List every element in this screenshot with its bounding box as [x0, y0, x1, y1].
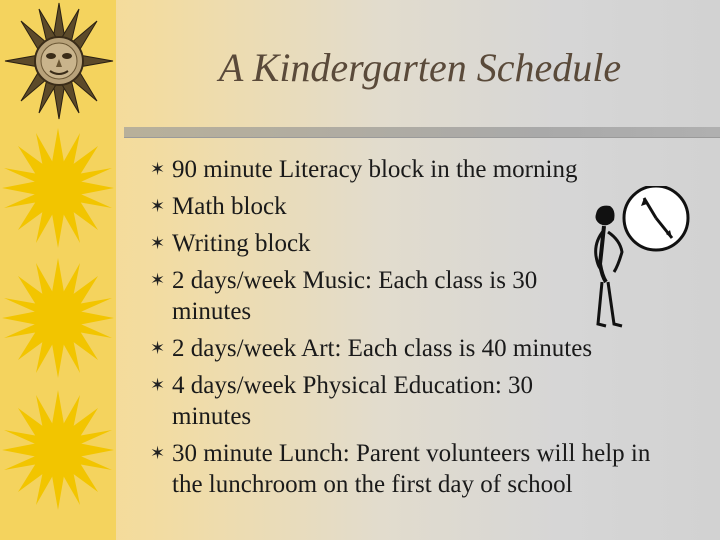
list-item	[150, 438, 652, 500]
list-item-text: 2 days/week Music: Each class is 30 minutes	[172, 267, 538, 325]
sun-icon	[2, 390, 114, 510]
list-item-text: Writing block	[172, 230, 311, 257]
star-bullet-icon: ✶	[150, 196, 166, 216]
list-item-text: 4 days/week Physical Education: 30 minutes	[172, 372, 534, 430]
title-divider	[124, 127, 720, 137]
slide-title: A Kindergarten Schedule	[218, 45, 622, 90]
list-item-text: Math block	[172, 193, 287, 220]
star-bullet-icon: ✶	[150, 375, 166, 395]
list-item-text: 2 days/week Art: Each class is 40 minutes	[172, 335, 593, 362]
list-item-text: 90 minute Literacy block in the morning	[172, 156, 578, 183]
star-bullet-icon: ✶	[150, 443, 166, 463]
list-item-text: 30 minute Lunch: Parent volunteers will help in the lunchroom on the first day of school	[172, 440, 651, 498]
sun-face-icon	[4, 2, 114, 120]
list-item	[150, 265, 592, 327]
sun-icon	[2, 128, 114, 248]
list-item	[150, 154, 670, 185]
star-bullet-icon: ✶	[150, 159, 166, 179]
star-bullet-icon: ✶	[150, 270, 166, 290]
list-item	[150, 370, 612, 432]
star-bullet-icon: ✶	[150, 338, 166, 358]
list-item	[150, 333, 670, 364]
sun-icon	[2, 258, 114, 378]
star-bullet-icon: ✶	[150, 233, 166, 253]
title-divider-shadow	[124, 137, 720, 138]
person-with-clock-icon	[588, 186, 700, 336]
